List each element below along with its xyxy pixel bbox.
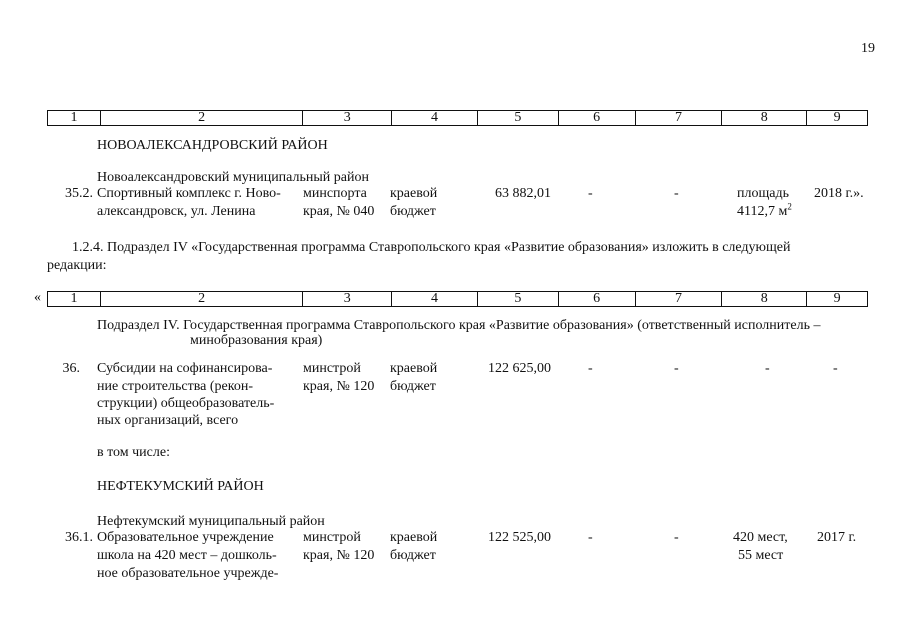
row-funding-source: бюджет bbox=[390, 379, 436, 394]
row-col8-area-unit-sup: 2 bbox=[787, 201, 792, 212]
row-col6: - bbox=[588, 186, 593, 201]
row-executor: края, № 120 bbox=[303, 379, 375, 394]
row-name-line: ние строительства (рекон- bbox=[97, 379, 253, 394]
col-header-7: 7 bbox=[635, 111, 722, 125]
row-name-line: ных организаций, всего bbox=[97, 413, 239, 428]
row-executor: минстрой bbox=[303, 530, 361, 545]
col-header-6: 6 bbox=[558, 111, 635, 125]
col-header-8: 8 bbox=[721, 111, 806, 125]
row-col8: 420 мест, bbox=[733, 530, 788, 545]
row-amount: 122 525,00 bbox=[488, 530, 551, 545]
row-name-line: Спортивный комплекс г. Ново- bbox=[97, 186, 281, 201]
row-col6: - bbox=[588, 530, 593, 545]
col-header-4: 4 bbox=[391, 292, 477, 306]
row-funding-source: бюджет bbox=[390, 548, 436, 563]
row-number: 36. bbox=[62, 361, 80, 376]
including-label: в том числе: bbox=[97, 445, 170, 460]
col-header-3: 3 bbox=[302, 292, 391, 306]
row-amount: 63 882,01 bbox=[495, 186, 551, 201]
row-col8-area bbox=[737, 201, 792, 220]
row-executor: минстрой bbox=[303, 361, 361, 376]
paragraph-line: редакции: bbox=[47, 258, 107, 273]
row-col8: - bbox=[765, 361, 770, 376]
col-header-1: 1 bbox=[70, 291, 78, 306]
row-amount: 122 625,00 bbox=[488, 361, 551, 376]
col-header-1: 1 bbox=[70, 110, 78, 125]
open-quote: « bbox=[34, 290, 41, 305]
row-col8: 55 мест bbox=[738, 548, 784, 563]
row-executor: края, № 120 bbox=[303, 548, 375, 563]
region-heading: НОВОАЛЕКСАНДРОВСКИЙ РАЙОН bbox=[97, 138, 328, 153]
row-col8-area-value: 4112,7 м bbox=[737, 204, 788, 219]
row-name-line: школа на 420 мест – дошколь- bbox=[97, 548, 277, 563]
col-header-3: 3 bbox=[302, 111, 391, 125]
col-header-4: 4 bbox=[391, 111, 477, 125]
row-funding-source: бюджет bbox=[390, 204, 436, 219]
row-col9: - bbox=[833, 361, 838, 376]
row-col8: площадь bbox=[737, 186, 789, 201]
municipality-label: Нефтекумский муниципальный район bbox=[97, 514, 325, 529]
row-funding-source: краевой bbox=[390, 530, 438, 545]
column-number-header bbox=[47, 291, 868, 307]
row-number: 36.1. bbox=[65, 530, 93, 545]
subsection-title-cont: минобразования края) bbox=[190, 333, 323, 348]
row-name-line: александровск, ул. Ленина bbox=[97, 204, 256, 219]
col-header-2: 2 bbox=[100, 111, 303, 125]
row-name-line: Субсидии на софинансирова- bbox=[97, 361, 273, 376]
subsection-title: Подраздел IV. Государственная программа Ставропольского края «Развитие образования» (ответственный исполнитель – bbox=[97, 318, 821, 333]
col-header-8: 8 bbox=[721, 292, 806, 306]
row-col9: 2017 г. bbox=[817, 530, 857, 545]
col-header-9: 9 bbox=[806, 292, 867, 306]
row-col6: - bbox=[588, 361, 593, 376]
row-funding-source: краевой bbox=[390, 361, 438, 376]
col-header-5: 5 bbox=[477, 111, 558, 125]
col-header-5: 5 bbox=[477, 292, 558, 306]
col-header-2: 2 bbox=[100, 292, 303, 306]
page-number: 19 bbox=[861, 41, 875, 56]
row-executor: края, № 040 bbox=[303, 204, 375, 219]
paragraph-line: 1.2.4. Подраздел IV «Государственная программа Ставропольского края «Развитие образования» изложить в следующей bbox=[72, 240, 791, 255]
municipality-label: Новоалександровский муниципальный район bbox=[97, 170, 369, 185]
row-number: 35.2. bbox=[65, 186, 93, 201]
col-header-9: 9 bbox=[806, 111, 867, 125]
region-heading: НЕФТЕКУМСКИЙ РАЙОН bbox=[97, 479, 264, 494]
row-col7: - bbox=[674, 186, 679, 201]
row-name-line: ное образовательное учрежде- bbox=[97, 566, 279, 581]
column-number-header bbox=[47, 110, 868, 126]
row-name-line: струкции) общеобразователь- bbox=[97, 396, 275, 411]
row-executor: минспорта bbox=[303, 186, 367, 201]
row-col9: 2018 г.». bbox=[814, 186, 864, 201]
row-col7: - bbox=[674, 361, 679, 376]
row-col7: - bbox=[674, 530, 679, 545]
col-header-6: 6 bbox=[558, 292, 635, 306]
row-name-line: Образовательное учреждение bbox=[97, 530, 274, 545]
row-funding-source: краевой bbox=[390, 186, 438, 201]
col-header-7: 7 bbox=[635, 292, 722, 306]
